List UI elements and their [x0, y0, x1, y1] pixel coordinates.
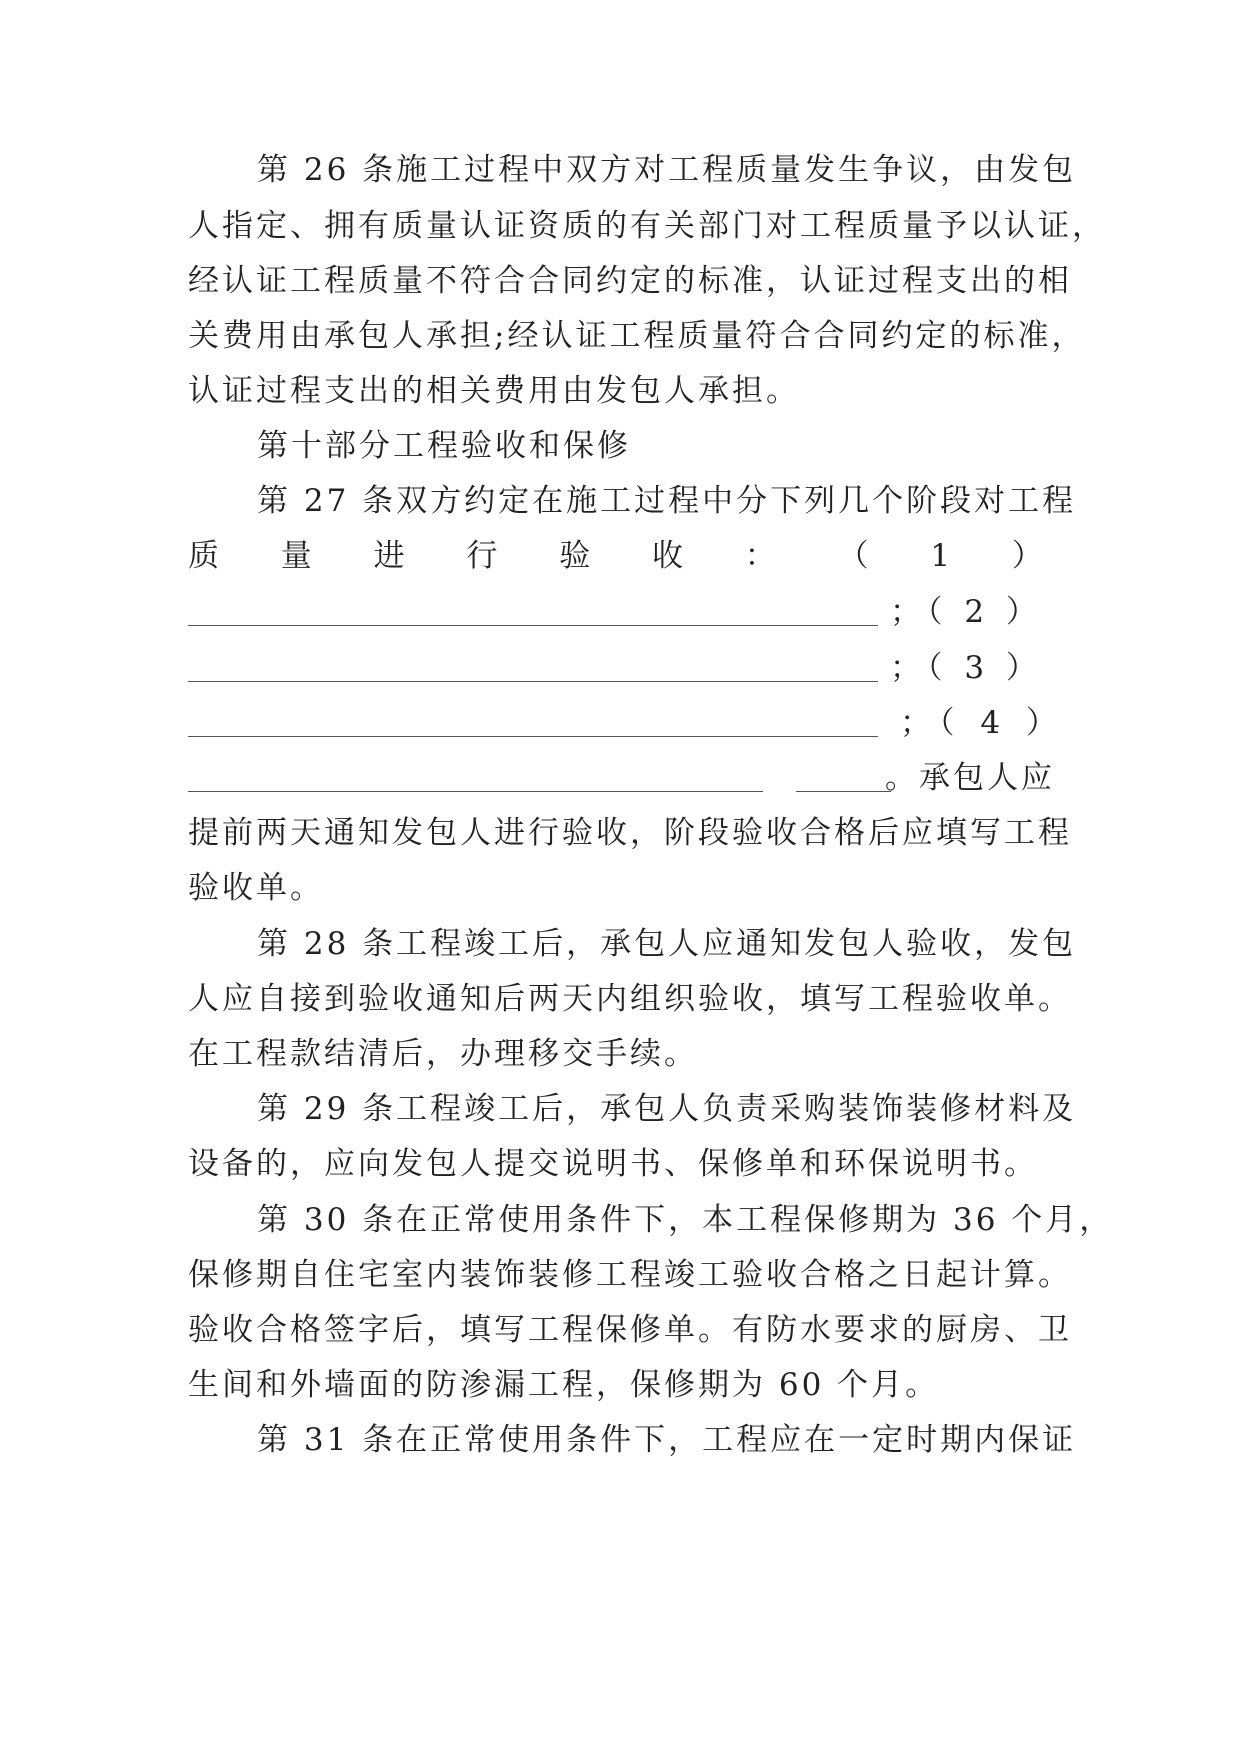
spread-char: 收	[651, 538, 683, 574]
spread-char: ：	[744, 538, 776, 574]
article-28-line-3: 在工程款结清后，办理移交手续。	[188, 1036, 698, 1072]
blank-line-4-tail: 。承包人应	[885, 760, 1055, 796]
article-27-line-2	[188, 536, 1068, 576]
fill-in-blank[interactable]	[188, 712, 878, 737]
article-31-line-1: 第 31 条在正常使用条件下，工程应在一定时期内保证	[257, 1422, 1077, 1458]
fill-in-blank[interactable]	[188, 601, 878, 626]
article-29-line-1: 第 29 条工程竣工后，承包人负责采购装饰装修材料及	[257, 1091, 1077, 1127]
article-30-line-1: 第 30 条在正常使用条件下，本工程保修期为 36 个月，	[257, 1202, 1114, 1238]
article-27-line-1: 第 27 条双方约定在施工过程中分下列几个阶段对工程	[257, 483, 1077, 519]
fill-in-blank[interactable]	[188, 767, 763, 792]
article-29-line-2: 设备的，应向发包人提交说明书、保修单和环保说明书。	[188, 1146, 1038, 1182]
fill-in-blank[interactable]	[796, 767, 891, 792]
article-26-line-2: 人指定、拥有质量认证资质的有关部门对工程质量予以认证，	[188, 208, 1106, 244]
article-28-line-2: 人应自接到验收通知后两天内组织验收，填写工程验收单。	[188, 981, 1072, 1017]
spread-char: 质	[188, 538, 219, 574]
article-27-line-3: 提前两天通知发包人进行验收，阶段验收合格后应填写工程	[188, 815, 1072, 851]
article-30-line-2: 保修期自住宅室内装饰装修工程竣工验收合格之日起计算。	[188, 1257, 1072, 1293]
article-26-line-1: 第 26 条施工过程中双方对工程质量发生争议，由发包	[257, 152, 1077, 188]
spread-char: （	[837, 538, 869, 574]
article-30-line-3: 验收合格签字后，填写工程保修单。有防水要求的厨房、卫	[188, 1312, 1072, 1348]
spread-char: 进	[373, 538, 405, 574]
article-27-line-4: 验收单。	[188, 870, 324, 906]
article-26-line-4: 关费用由承包人承担;经认证工程质量符合合同约定的标准，	[188, 318, 1086, 354]
article-26-line-3: 经认证工程质量不符合合同约定的标准，认证过程支出的相	[188, 263, 1072, 299]
blank-line-3-tail: ；（ 4 ）	[900, 705, 1065, 741]
blank-line-1-tail: ；（ 2 ）	[890, 594, 1043, 630]
spread-char: 行	[466, 538, 498, 574]
article-26-line-5: 认证过程支出的相关费用由发包人承担。	[188, 373, 800, 409]
article-30-line-4: 生间和外墙面的防渗漏工程，保修期为 60 个月。	[188, 1367, 940, 1403]
fill-in-blank[interactable]	[188, 657, 878, 682]
article-28-line-1: 第 28 条工程竣工后，承包人应通知发包人验收，发包	[257, 926, 1077, 962]
spread-char: 1	[930, 538, 951, 574]
spread-char: ）	[1011, 538, 1043, 574]
blank-line-2-tail: ；（ 3 ）	[890, 650, 1043, 686]
section-heading: 第十部分工程验收和保修	[257, 428, 631, 464]
spread-char: 量	[280, 538, 312, 574]
spread-char: 验	[559, 538, 591, 574]
